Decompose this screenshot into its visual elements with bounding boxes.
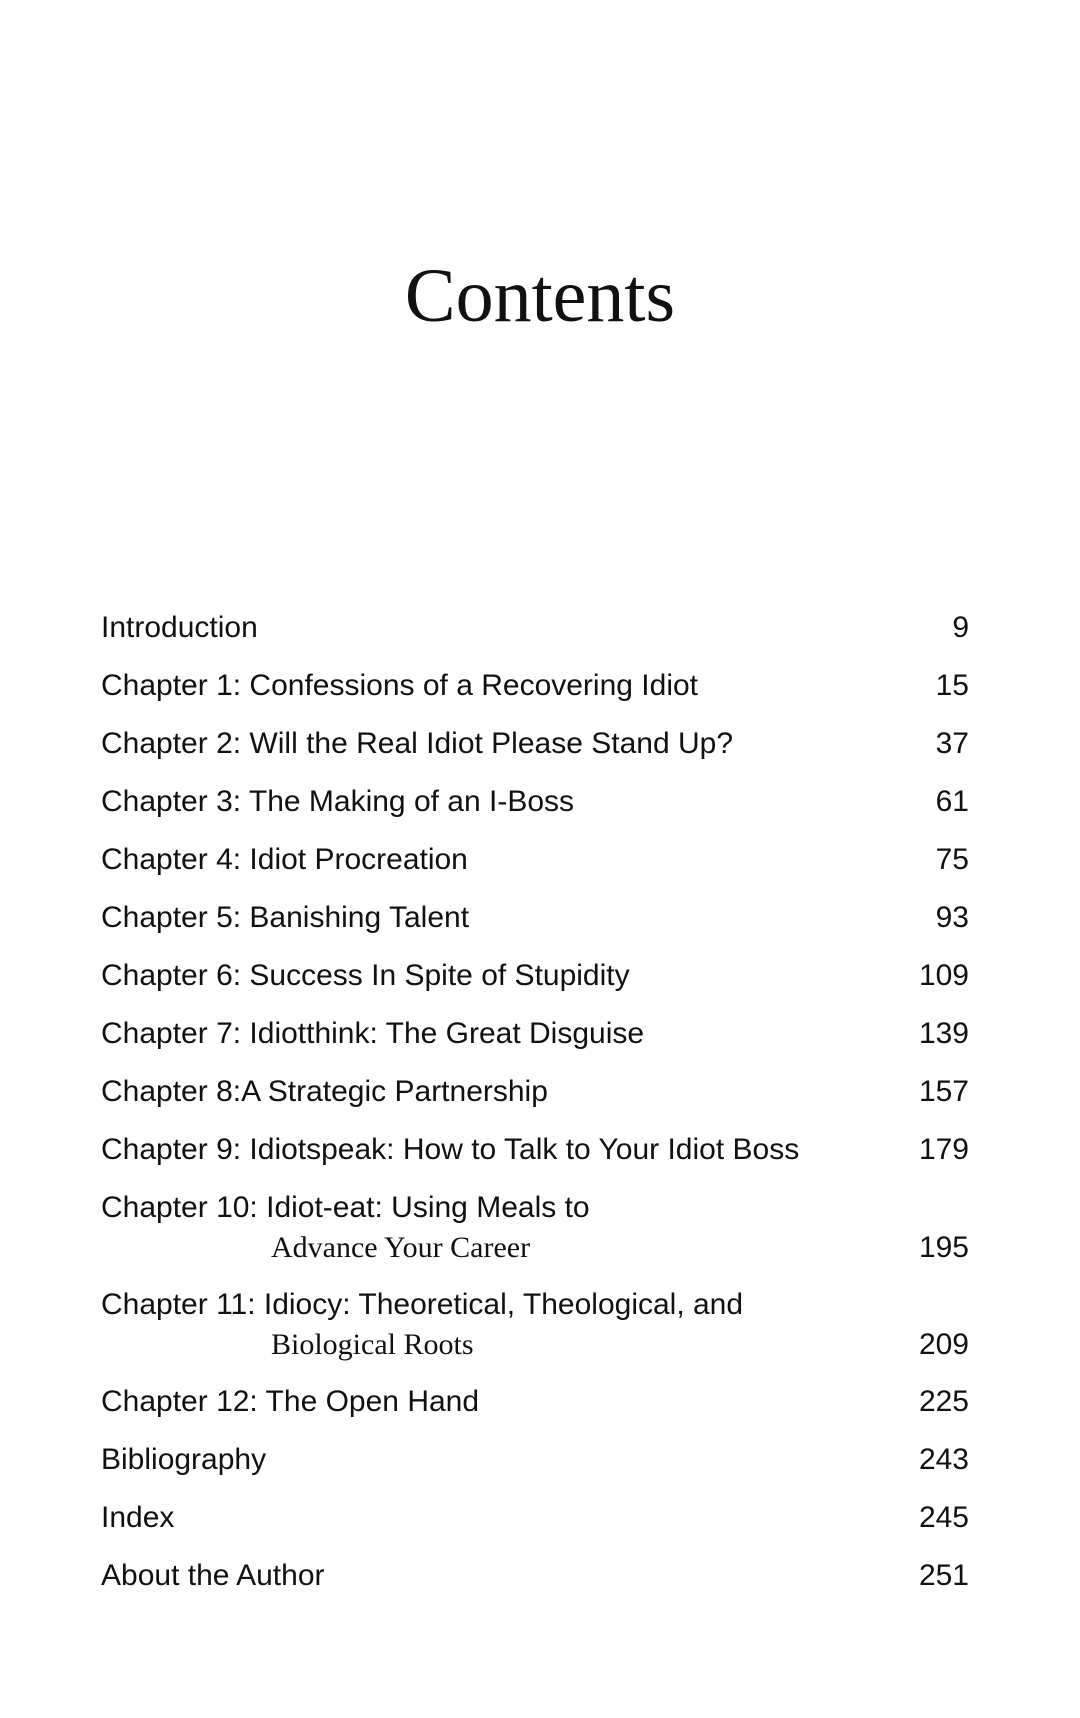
toc-entry-sublabel: Biological Roots — [271, 1328, 474, 1361]
toc-entry-page-number: 225 — [918, 1385, 969, 1418]
toc-entry-chapter-8 — [101, 1070, 969, 1128]
toc-entry-page-number: 37 — [935, 727, 969, 760]
toc-entry-label: Chapter 2: Will the Real Idiot Please Stand Up? — [101, 727, 734, 760]
toc-entry-label: Chapter 9: Idiotspeak: How to Talk to Your Idiot Boss — [101, 1133, 800, 1166]
toc-entry-page-number: 157 — [918, 1075, 969, 1108]
toc-entry-index — [101, 1496, 969, 1554]
toc-entry-chapter-10 — [101, 1186, 969, 1283]
toc-entry-label: About the Author — [101, 1559, 325, 1592]
toc-entry-label: Chapter 12: The Open Hand — [101, 1385, 480, 1418]
toc-entry-label: Chapter 4: Idiot Procreation — [101, 843, 468, 876]
toc-entry-page-number: 139 — [918, 1017, 969, 1050]
page-title: Contents — [404, 254, 676, 338]
toc-entry-label: Chapter 11: Idiocy: Theoretical, Theological, and — [101, 1288, 744, 1321]
toc-entry-page-number: 9 — [952, 611, 969, 644]
toc-entry-chapter-3 — [101, 780, 969, 838]
toc-entry-bibliography — [101, 1438, 969, 1496]
toc-entry-sublabel: Advance Your Career — [271, 1231, 531, 1264]
toc-entry-page-number: 109 — [918, 959, 969, 992]
toc-entry-label: Introduction — [101, 611, 258, 644]
toc-entry-label: Chapter 7: Idiotthink: The Great Disguise — [101, 1017, 645, 1050]
toc-entry-page-number: 251 — [918, 1559, 969, 1592]
toc-entry-label: Chapter 3: The Making of an I-Boss — [101, 785, 575, 818]
toc-entry-page-number: 195 — [918, 1231, 969, 1264]
toc-entry-introduction — [101, 606, 969, 664]
toc-entry-chapter-6 — [101, 954, 969, 1012]
toc-entry-chapter-9 — [101, 1128, 969, 1186]
toc-entry-label: Index — [101, 1501, 175, 1534]
toc-entry-chapter-7 — [101, 1012, 969, 1070]
toc-entry-chapter-2 — [101, 722, 969, 780]
toc-entry-page-number: 15 — [935, 669, 969, 702]
toc-entry-label: Chapter 5: Banishing Talent — [101, 901, 470, 934]
toc-entry-chapter-5 — [101, 896, 969, 954]
toc-entry-chapter-12 — [101, 1380, 969, 1438]
toc-entry-chapter-1 — [101, 664, 969, 722]
toc-entry-page-number: 243 — [918, 1443, 969, 1476]
toc-entry-label: Chapter 1: Confessions of a Recovering Idiot — [101, 669, 698, 702]
toc-entry-label: Bibliography — [101, 1443, 267, 1476]
toc-entry-label: Chapter 8:A Strategic Partnership — [101, 1075, 548, 1108]
toc-entry-page-number: 93 — [935, 901, 969, 934]
toc-entry-page-number: 179 — [918, 1133, 969, 1166]
toc-entry-page-number: 245 — [918, 1501, 969, 1534]
toc-entry-about-the-author — [101, 1554, 969, 1612]
toc-entry-label: Chapter 10: Idiot-eat: Using Meals to — [101, 1191, 590, 1224]
toc-entry-page-number: 209 — [918, 1328, 969, 1361]
table-of-contents — [101, 606, 969, 1612]
toc-entry-page-number: 61 — [935, 785, 969, 818]
toc-entry-chapter-11 — [101, 1283, 969, 1380]
toc-entry-label: Chapter 6: Success In Spite of Stupidity — [101, 959, 630, 992]
toc-entry-page-number: 75 — [935, 843, 969, 876]
toc-entry-chapter-4 — [101, 838, 969, 896]
